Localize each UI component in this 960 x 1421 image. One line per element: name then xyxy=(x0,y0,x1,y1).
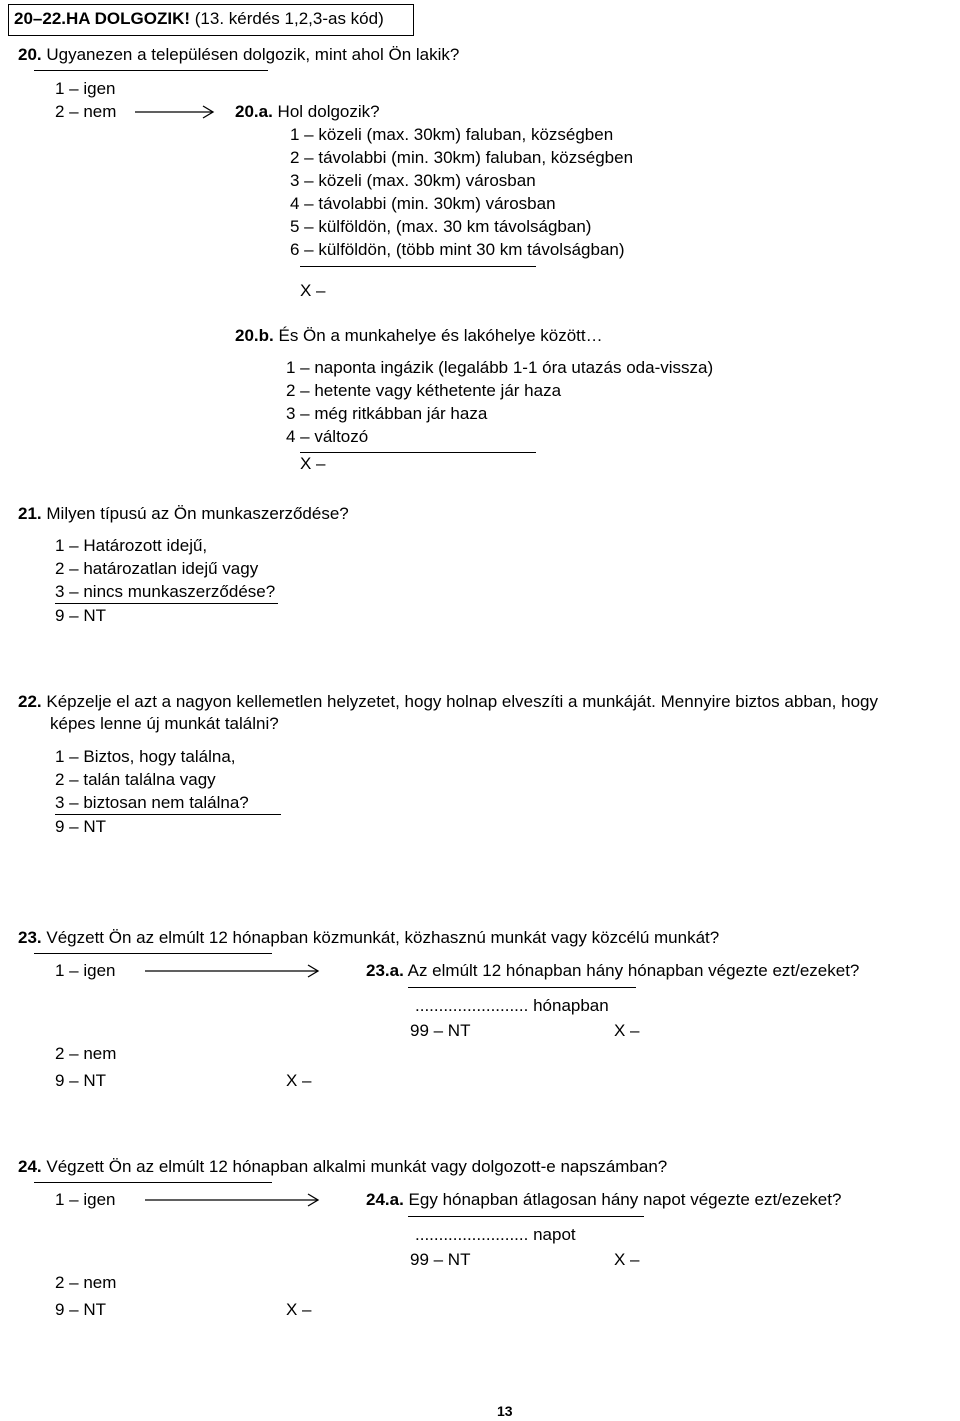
q20b-underline xyxy=(300,452,536,453)
section-header xyxy=(14,9,384,29)
q23-question xyxy=(18,928,719,948)
q24-option-x[interactable]: X – xyxy=(286,1300,312,1319)
q23a-option-x[interactable]: X – xyxy=(614,1021,640,1040)
q22-option-1[interactable]: 1 – Biztos, hogy találna, xyxy=(55,747,236,766)
q21-question xyxy=(18,504,349,524)
q20-question xyxy=(18,45,459,65)
q20-option-2[interactable]: 2 – nem xyxy=(55,102,117,121)
q23-text: Végzett Ön az elmúlt 12 hónapban közmunkát, közhasznú munkát vagy közcélú munkát? xyxy=(46,928,720,947)
q22-number: 22. xyxy=(18,692,42,711)
q24a-answer-field[interactable]: ........................ napot xyxy=(415,1225,576,1244)
q20a-question xyxy=(235,102,380,122)
q20-number: 20. xyxy=(18,45,42,64)
arrow-right-icon xyxy=(145,963,320,979)
page-number: 13 xyxy=(497,1403,513,1419)
q24a-text: Egy hónapban átlagosan hány napot végezte ezt/ezeket? xyxy=(408,1190,842,1209)
q24-number: 24. xyxy=(18,1157,42,1176)
q23-option-2[interactable]: 2 – nem xyxy=(55,1044,117,1063)
q23a-text: Az elmúlt 12 hónapban hány hónapban végezte ezt/ezeket? xyxy=(407,961,860,980)
q20b-option-x[interactable]: X – xyxy=(300,454,326,473)
q20a-option-5[interactable]: 5 – külföldön, (max. 30 km távolságban) xyxy=(290,217,592,236)
q20a-text: Hol dolgozik? xyxy=(277,102,380,121)
section-header-number: 20–22. xyxy=(14,9,66,28)
q22-option-3[interactable]: 3 – biztosan nem találna? xyxy=(55,793,249,812)
q22-option-9[interactable]: 9 – NT xyxy=(55,817,107,836)
arrow-right-icon xyxy=(145,1192,320,1208)
q21-option-3[interactable]: 3 – nincs munkaszerződése? xyxy=(55,582,276,601)
q20a-option-3[interactable]: 3 – közeli (max. 30km) városban xyxy=(290,171,536,190)
q21-option-2[interactable]: 2 – határozatlan idejű vagy xyxy=(55,559,259,578)
q24a-option-nt[interactable]: 99 – NT xyxy=(410,1250,471,1269)
q22-question-line-1 xyxy=(18,692,878,712)
arrow-right-icon xyxy=(135,104,215,120)
q24-question xyxy=(18,1157,667,1177)
q24-option-2[interactable]: 2 – nem xyxy=(55,1273,117,1292)
q20-underline xyxy=(34,70,268,71)
q23a-number: 23.a. xyxy=(366,961,404,980)
q24-underline xyxy=(34,1182,272,1183)
q23-option-1[interactable]: 1 – igen xyxy=(55,961,116,980)
q21-underline xyxy=(55,603,278,604)
q23a-answer-field[interactable]: ........................ hónapban xyxy=(415,996,609,1015)
q23a-question xyxy=(366,961,859,981)
q20b-option-3[interactable]: 3 – még ritkábban jár haza xyxy=(286,404,488,423)
q22-question-line-2: képes lenne új munkát találni? xyxy=(50,714,279,733)
q20-text: Ugyanezen a településen dolgozik, mint ahol Ön lakik? xyxy=(46,45,460,64)
q24-text: Végzett Ön az elmúlt 12 hónapban alkalmi munkát vagy dolgozott-e napszámban? xyxy=(46,1157,668,1176)
q24a-underline xyxy=(408,1216,644,1217)
q20a-option-x[interactable]: X – xyxy=(300,281,326,300)
q21-number: 21. xyxy=(18,504,42,523)
q21-option-9[interactable]: 9 – NT xyxy=(55,606,107,625)
q20b-number: 20.b. xyxy=(235,326,274,345)
q20b-option-4[interactable]: 4 – változó xyxy=(286,427,369,446)
q22-text-1: Képzelje el azt a nagyon kellemetlen helyzetet, hogy holnap elveszíti a munkáját. Mennyire biztos abban, hogy xyxy=(46,692,878,711)
q22-option-2[interactable]: 2 – talán találna vagy xyxy=(55,770,216,789)
q20a-underline xyxy=(300,266,536,267)
q23-underline xyxy=(34,953,272,954)
q20a-option-4[interactable]: 4 – távolabbi (min. 30km) városban xyxy=(290,194,556,213)
section-header-note: (13. kérdés 1,2,3-as kód) xyxy=(190,9,384,28)
q20a-option-6[interactable]: 6 – külföldön, (több mint 30 km távolságban) xyxy=(290,240,625,259)
q23-number: 23. xyxy=(18,928,42,947)
q20-option-1[interactable]: 1 – igen xyxy=(55,79,116,98)
q23a-underline xyxy=(408,987,636,988)
section-header-title: HA DOLGOZIK! xyxy=(66,9,191,28)
q20a-number: 20.a. xyxy=(235,102,273,121)
q20a-option-2[interactable]: 2 – távolabbi (min. 30km) faluban, községben xyxy=(290,148,634,167)
q21-text: Milyen típusú az Ön munkaszerződése? xyxy=(46,504,349,523)
q20b-question xyxy=(235,326,603,346)
q20b-option-2[interactable]: 2 – hetente vagy kéthetente jár haza xyxy=(286,381,562,400)
q24a-number: 24.a. xyxy=(366,1190,404,1209)
q22-underline xyxy=(55,814,281,815)
q23-option-9[interactable]: 9 – NT xyxy=(55,1071,107,1090)
q24-option-1[interactable]: 1 – igen xyxy=(55,1190,116,1209)
q21-option-1[interactable]: 1 – Határozott idejű, xyxy=(55,536,208,555)
q20b-text: És Ön a munkahelye és lakóhelye között… xyxy=(278,326,603,345)
q23-option-x[interactable]: X – xyxy=(286,1071,312,1090)
q24-option-9[interactable]: 9 – NT xyxy=(55,1300,107,1319)
q20b-option-1[interactable]: 1 – naponta ingázik (legalább 1-1 óra utazás oda-vissza) xyxy=(286,358,714,377)
q24a-question xyxy=(366,1190,841,1210)
q24a-option-x[interactable]: X – xyxy=(614,1250,640,1269)
q20a-option-1[interactable]: 1 – közeli (max. 30km) faluban, községben xyxy=(290,125,614,144)
q23a-option-nt[interactable]: 99 – NT xyxy=(410,1021,471,1040)
